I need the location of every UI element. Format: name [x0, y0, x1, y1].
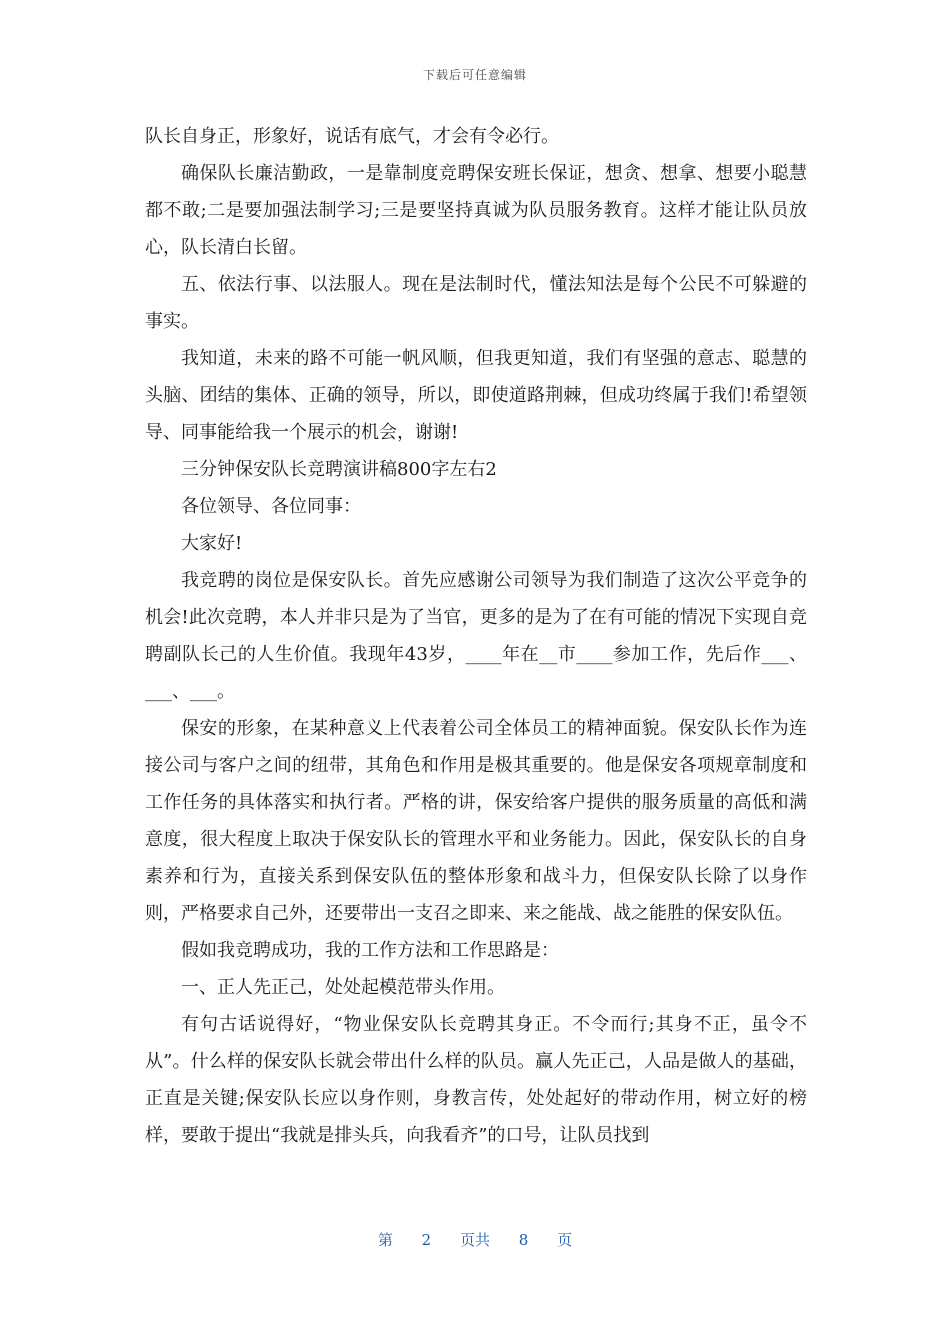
paragraph: 我竞聘的岗位是保安队长。首先应感谢公司领导为我们制造了这次公平竞争的机会!此次竞聘，本人并非只是为了当官，更多的是为了在有可能的情况下实现自竞聘副队长己的人生价值。我现年43岁，____年在__市____参加工作，先后作___、___、___。 — [145, 570, 807, 702]
page-label-suffix: 页 — [557, 1231, 573, 1249]
page-total: 8 — [518, 1231, 529, 1249]
document-body — [145, 118, 807, 1154]
paragraph: 保安的形象，在某种意义上代表着公司全体员工的精神面貌。保安队长作为连接公司与客户之间的纽带，其角色和作用是极其重要的。他是保安各项规章制度和工作任务的具体落实和执行者。严格的讲，保安给客户提供的服务质量的高低和满意度，很大程度上取决于保安队长的管理水平和业务能力。因此，保安队长的自身素养和行为，直接关系到保安队伍的整体形象和战斗力，但保安队长除了以身作则，严格要求自己外，还要带出一支召之即来、来之能战、战之能胜的保安队伍。 — [145, 718, 807, 924]
paragraph: 假如我竞聘成功，我的工作方法和工作思路是： — [181, 940, 559, 961]
paragraph: 队长自身正，形象好，说话有底气，才会有令必行。 — [145, 126, 559, 147]
paragraph: 我知道，未来的路不可能一帆风顺，但我更知道，我们有坚强的意志、聪慧的头脑、团结的集体、正确的领导，所以，即使道路荆棘，但成功终属于我们!希望领导、同事能给我一个展示的机会，谢谢! — [145, 348, 807, 443]
page-label-prefix: 第 — [377, 1231, 393, 1249]
page-label-middle: 页共 — [459, 1231, 490, 1249]
greeting: 大家好! — [181, 533, 243, 554]
paragraph: 有句古话说得好，“物业保安队长竞聘其身正。不令而行;其身不正，虽令不从”。什么样的保安队长就会带出什么样的队员。赢人先正己，人品是做人的基础，正直是关键;保安队长应以身作则，身教言传，处处起好的带动作用，树立好的榜样，要敢于提出“我就是排头兵，向我看齐”的口号，让队员找到 — [145, 1014, 807, 1146]
salutation: 各位领导、各位同事： — [181, 496, 361, 517]
page-footer — [0, 1229, 950, 1250]
paragraph: 确保队长廉洁勤政，一是靠制度竞聘保安班长保证，想贪、想拿、想要小聪慧都不敢;二是要加强法制学习;三是要坚持真诚为队员服务教育。这样才能让队员放心，队长清白长留。 — [145, 163, 807, 258]
paragraph: 五、依法行事、以法服人。现在是法制时代，懂法知法是每个公民不可躲避的事实。 — [145, 274, 807, 332]
page-header: 下载后可任意编辑 — [422, 68, 527, 82]
paragraph: 一、正人先正己，处处起模范带头作用。 — [181, 977, 505, 998]
page-current: 2 — [421, 1231, 432, 1249]
section-title: 三分钟保安队长竞聘演讲稿800字左右2 — [181, 459, 497, 480]
